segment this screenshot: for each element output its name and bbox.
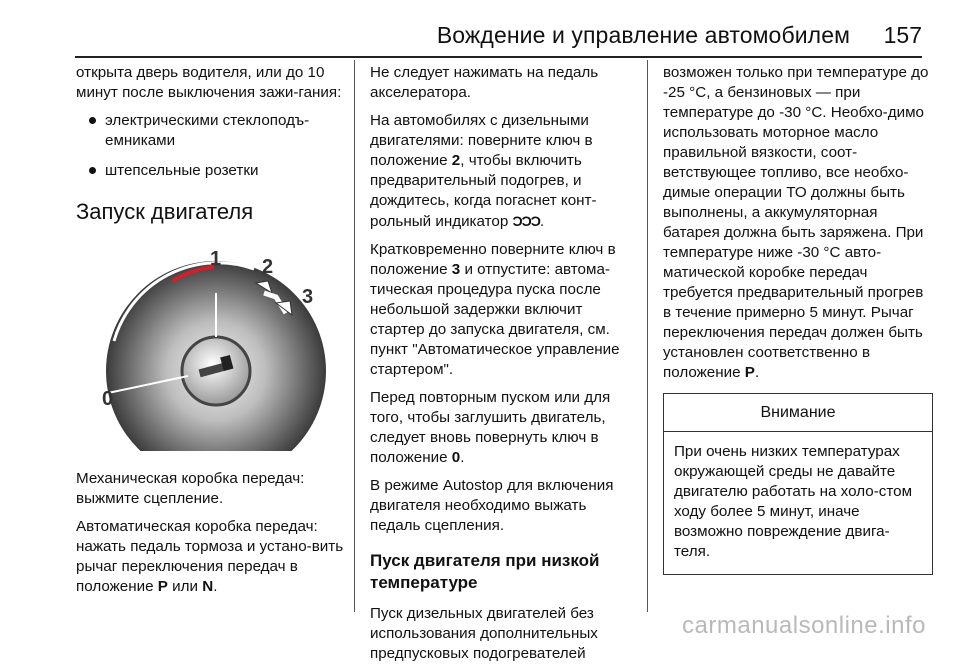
warning-text: При очень низких температурах окружающей среды не давайте двигателю работать на холо-стом ходу более 5 минут, иначе возможно повреждение двига-теля. <box>674 443 913 560</box>
page-header <box>0 0 960 58</box>
position-label-1: 1 <box>210 248 222 270</box>
position-label-2: 2 <box>262 256 274 278</box>
position-label-0: 0 <box>102 388 114 410</box>
page-number: 157 <box>883 22 922 48</box>
header-title: Вождение и управление автомобилем <box>436 22 850 48</box>
intro-paragraph: открыта дверь водителя, или до 10 минут после выключения зажи-гания: <box>76 64 342 101</box>
cold-start-paragraph: возможен только при температуре до -25 °C, а бензиновых — при температуре до -30 °C. Необхо-димо использовать моторное масло правильной вязкости, соот-ветствующее топливо, все необхо-димые операции ТО должны быть выполнены, а аккумуляторная батарея должна быть заряжена. При температуре ниже -30 °C авто-матической коробке передач требуется предварительный прогрев в течение примерно 5 минут. Рычаг переключения передач должен быть установлен соответственно в положение P. <box>663 64 929 381</box>
position-label-3: 3 <box>302 286 314 308</box>
autostop-paragraph: В режиме Autostop для включения двигателя необходимо выжать педаль сцепления. <box>370 477 614 534</box>
column-divider <box>354 60 355 612</box>
warning-title: Внимание <box>664 394 932 432</box>
manual-transmission-paragraph: Механическая коробка передач: выжмите сцепление. <box>76 470 305 507</box>
diesel-preheat-paragraph: На автомобилях с дизельными двигателями: поверните ключ в положение 2, чтобы включить предварительный подогрев, и дождитесь, когда погаснет конт-рольный индикатор ƆƆƆ. <box>370 112 597 230</box>
column-1 <box>76 63 348 605</box>
paragraph: Не следует нажимать на педаль акселератора. <box>370 64 599 101</box>
glow-plug-indicator-icon: ƆƆƆ <box>512 213 540 229</box>
header-rule <box>75 56 922 58</box>
column-2 <box>370 63 640 672</box>
column-divider <box>647 60 648 612</box>
list-item <box>76 161 348 181</box>
automatic-transmission-paragraph: Автоматическая коробка передач: нажать педаль тормоза и устано-вить рычаг переключения передач в положение P или N. <box>76 518 344 595</box>
bullet-dot-icon <box>89 117 96 124</box>
bullet-dot-icon <box>89 167 96 174</box>
start-paragraph: Кратковременно поверните ключ в положение 3 и отпустите: автома-тическая процедура пуска после небольшой задержки включит стартер до запуска двигателя, см. пункт "Автоматическое управление стартером". <box>370 241 620 378</box>
ignition-switch-figure <box>76 241 338 451</box>
list-item-text: штепсельные розетки <box>105 162 259 179</box>
section-title: Запуск двигателя <box>76 199 254 224</box>
watermark: carmanualsonline.info <box>682 612 926 639</box>
list-item <box>76 111 348 151</box>
column-3 <box>663 63 933 575</box>
list-item-text: электрическими стеклоподъ-емниками <box>105 112 310 149</box>
subsection-title: Пуск двигателя при низкой температуре <box>370 551 600 592</box>
warning-box <box>663 393 933 575</box>
paragraph: Пуск дизельных двигателей без использования дополнительных предпусковых подогревателей <box>370 605 598 662</box>
restart-paragraph: Перед повторным пуском или для того, чтобы заглушить двигатель, следует вновь повернуть ключ в положение 0. <box>370 389 611 466</box>
